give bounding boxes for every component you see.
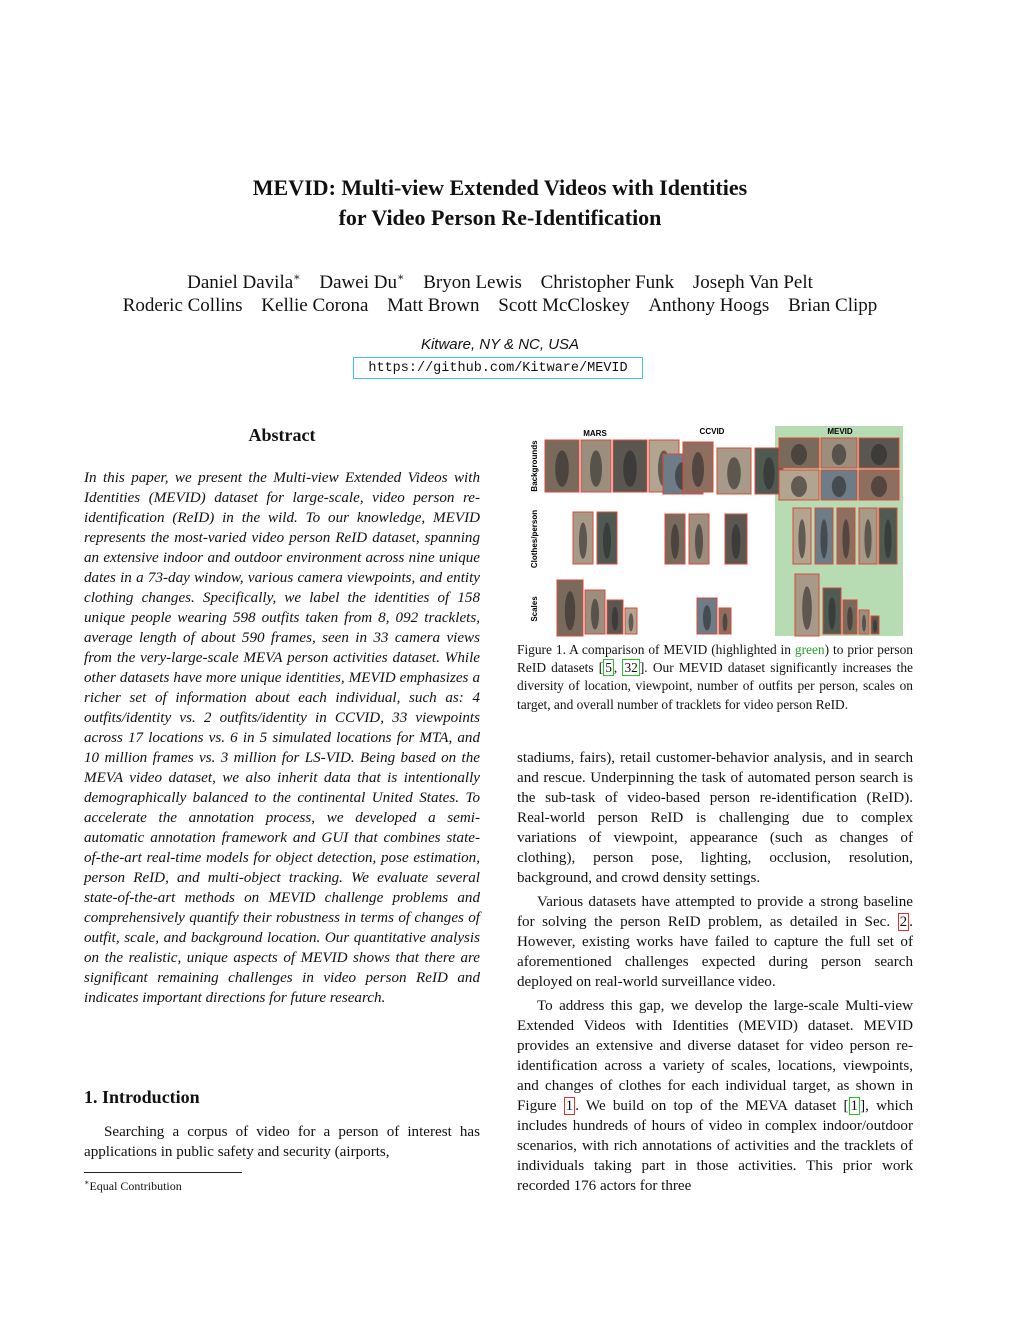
footnote-rule [84,1172,242,1173]
person-silhouette [763,457,774,489]
author: Kellie Corona [261,295,369,316]
person-silhouette [727,457,741,489]
row-label-scales: Scales [530,596,539,622]
author-row-2 [0,295,1000,317]
person-silhouette [832,444,846,465]
person-silhouette [603,522,611,558]
person-silhouette [791,476,807,497]
figure-thumbnails [545,438,899,636]
author: Bryon Lewis [423,272,522,294]
author: Christopher Funk [540,272,675,294]
person-silhouette [847,607,853,631]
author: Matt Brown [387,295,480,316]
affiliation: Kitware, NY & NC, USA [420,336,580,353]
citation-link[interactable]: 1 [850,1098,859,1114]
person-silhouette [828,597,835,629]
paragraph: Various datasets have attempted to provide a strong baseline for solving the person ReID problem, as detailed in Sec. 2 . However, existing works have failed to capture the full set of aforementioned challenges expected during person search deployed on real-world surveillance video. [517,894,913,990]
arxiv-side-stamp [6,340,62,940]
paper-title-line-1: MEVID: Multi-view Extended Videos with Identities [252,175,748,200]
person-silhouette [579,522,587,558]
abstract-text: In this paper, we present the Multi-view Extended Videos with Identities (MEVID) dataset for large-scale, video person re-identification (ReID) in the wild. To our knowledge, MEVID represents the most-varied video person ReID dataset, spanning an extensive indoor and outdoor environment across nine unique dates in a 73-day window, various camera viewpoints, and entity clothing changes. Specifically, we label the identities of 158 unique people wearing 598 outfits taken from 8, 092 tracklets, average length of about 590 frames, seen in 33 camera views from the very-large-scale MEVA person activities dataset. While other datasets have more unique identities, MEVID emphasizes a richer set of information about each individual, such as: 4 outfits/identity vs. 2 outfits/identity in CCVID, 33 viewpoints across 17 locations vs. 6 in 5 simulated locations for MTA, and 10 million frames vs. 3 million for LS-VID. Being based on the MEVA video dataset, we also inherit data that is intentionally demographically balanced to the continental United States. To accelerate the annotation process, we developed a semi-automatic annotation framework and GUI that combines state-of-the-art real-time models for object detection, pose estimation, person ReID, and multi-object tracking. We evaluate several state-of-the-art methods on MEVID challenge problems and comprehensively quantify their robustness in terms of changes of outfit, scale, and background location. Our quantitative analysis on the realistic, unique aspects of MEVID shows that there are significant remaining challenges in video person ReID and indicates important directions for future research. [84,470,480,1006]
author: Joseph Van Pelt [692,272,813,294]
figure-link[interactable]: 1 [565,1098,574,1114]
section-link[interactable]: 2 [899,914,908,930]
person-silhouette [871,476,887,497]
person-silhouette [884,519,891,558]
person-silhouette [612,607,618,631]
person-silhouette [692,452,704,487]
person-silhouette [802,586,812,629]
column-label-ccvid: CCVID [699,427,725,436]
person-silhouette [862,615,866,632]
person-silhouette [864,519,871,558]
person-silhouette [873,620,877,633]
author: Anthony Hoogs [648,295,770,316]
person-silhouette [671,524,679,559]
author: Scott McCloskey [498,295,630,316]
paragraph: To address this gap, we develop the large-scale Multi-view Extended Videos with Identities (MEVID) dataset. MEVID provides an extensive and diverse dataset for video person re-identification across a variety of scales, locations, viewpoints, and changes of clothes for each individual target, as shown in Figure 1 . We build on top of the MEVA dataset [ 1 ], which includes hundreds of hours of video in complex indoor/outdoor scenarios, with rich annotations of activities and the tracklets of individuals taking part in those activities. This prior work recorded 176 actors for three [517,998,913,1194]
person-silhouette [591,599,599,630]
author-row-1 [0,271,1000,294]
person-silhouette [565,591,575,630]
abstract-heading: Abstract [248,425,316,445]
repo-link[interactable]: https://github.com/Kitware/MEVID [353,357,643,379]
figure-1-caption: Figure 1. A comparison of MEVID (highlighted in green) to prior person ReID datasets [ 5 , 32 ]. Our MEVID dataset significantly increases the diversity of location, viewpoint, number of outfits per person, scales on target, and overall number of tracklets for video person ReID. [517,642,913,712]
intro-paragraph: Searching a corpus of video for a person of interest has applications in public safety and security (airports, [84,1124,480,1160]
figure-1 [517,424,913,638]
person-silhouette [791,444,807,465]
author: Brian Clipp [788,295,878,316]
person-silhouette [832,476,846,497]
person-silhouette [629,613,634,631]
person-silhouette [798,519,805,558]
figure-1-graphic [517,424,913,638]
row-label-clothes: Clothes/person [530,509,539,569]
person-silhouette [695,524,703,559]
person-silhouette [842,519,849,558]
author: Daniel Davila∗ [187,272,301,294]
author: Dawei Du∗ [319,272,405,294]
person-silhouette [590,450,602,486]
person-silhouette [555,450,569,486]
person-silhouette [871,444,887,465]
person-silhouette [623,450,637,486]
column-label-mevid: MEVID [827,427,853,436]
column-label-mars: MARS [583,429,607,438]
author: Roderic Collins [122,295,243,316]
right-column-body [517,748,913,1200]
person-silhouette [820,519,827,558]
person-silhouette [703,605,711,630]
section-heading-introduction: 1. Introduction [84,1087,200,1107]
person-silhouette [732,524,741,559]
paper-title-line-2: for Video Person Re-Identification [338,205,662,230]
row-label-backgrounds: Backgrounds [530,440,539,492]
person-silhouette [723,613,728,631]
paragraph: stadiums, fairs), retail customer-behavior analysis, and in search and rescue. Underpinning the task of automated person search is the sub-task of video-based person re-identification (ReID). Real-world person ReID is challenging due to complex variations of viewpoint, appearance (such as changes of clothing), person pose, lighting, occlusion, resolution, background, and crowd density settings. [517,750,913,886]
footnote: ∗Equal Contribution [84,1178,182,1193]
